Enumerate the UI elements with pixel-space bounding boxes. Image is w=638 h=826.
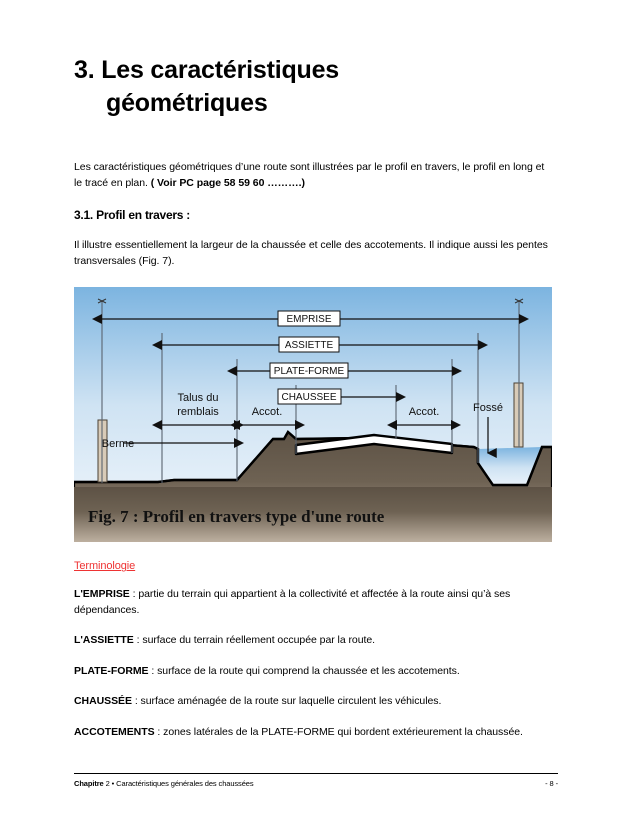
intro-text: Les caractéristiques géométriques d’une route sont illustrées par le profil en travers, le profil en long et le tracé en plan.	[74, 161, 545, 189]
definition-plate-forme	[74, 664, 554, 680]
footer-chapter-rest: 2 • Caractéristiques générales des chaussées	[103, 779, 254, 788]
term-emprise: L'EMPRISE	[74, 588, 130, 601]
label-accot-right: Accot.	[408, 406, 440, 419]
definition-text-accotements: : zones latérales de la PLATE-FORME qui bordent extérieurement la chaussée.	[154, 725, 523, 738]
definition-text-plate-forme: : surface de la route qui comprend la chaussée et les accotements.	[148, 664, 460, 677]
footer-page-number: - 8 -	[545, 779, 558, 788]
label-fosse: Fossé	[473, 402, 503, 415]
page-content	[74, 0, 554, 751]
terminology-heading: Terminologie	[74, 560, 136, 573]
intro-reference: ( Voir PC page 58 59 60 ……….)	[150, 176, 305, 189]
definition-text-chaussee: : surface aménagée de la route sur laquelle circulent les véhicules.	[131, 695, 442, 708]
page-footer	[74, 773, 558, 788]
intro-paragraph	[74, 160, 554, 191]
term-assiette: L'ASSIETTE	[74, 634, 134, 647]
label-emprise: EMPRISE	[286, 314, 332, 326]
definition-accotements	[74, 725, 554, 741]
label-plate-forme: PLATE-FORME	[273, 366, 345, 378]
label-chaussee: CHAUSSEE	[281, 392, 337, 404]
label-talus-line1: Talus du	[177, 392, 219, 405]
road-cross-section-diagram	[74, 287, 552, 542]
page-title-line1: 3. Les caractéristiques	[74, 56, 339, 84]
definition-text-assiette: : surface du terrain réellement occupée par la route.	[133, 634, 376, 647]
footer-chapter-bold: Chapitre	[74, 779, 104, 788]
term-chaussee: CHAUSSÉE	[74, 695, 132, 708]
term-accotements: ACCOTEMENTS	[74, 725, 155, 738]
label-talus-line2: remblais	[177, 406, 219, 419]
section-paragraph: Il illustre essentiellement la largeur de la chaussée et celle des accotements. Il indique aussi les pentes transversales (Fig. 7).	[74, 239, 548, 267]
figure-profil-en-travers	[74, 287, 552, 542]
label-assiette: ASSIETTE	[284, 340, 334, 352]
label-accot-left: Accot.	[251, 406, 283, 419]
section-heading: 3.1. Profil en travers :	[74, 208, 191, 223]
figure-caption: Fig. 7 : Profil en travers type d'une route	[88, 507, 385, 527]
definition-chaussee	[74, 694, 554, 710]
label-berme: Berme	[101, 438, 135, 451]
footer-chapter	[74, 779, 254, 788]
page-title	[74, 0, 554, 120]
definition-text-emprise: : partie du terrain qui appartient à la collectivité et affectée à la route ainsi qu’à ses dépendances.	[74, 588, 511, 616]
term-plate-forme: PLATE-FORME	[74, 664, 149, 677]
page-title-line2: géométriques	[106, 89, 268, 117]
definition-emprise	[74, 587, 554, 618]
definition-assiette	[74, 633, 554, 649]
